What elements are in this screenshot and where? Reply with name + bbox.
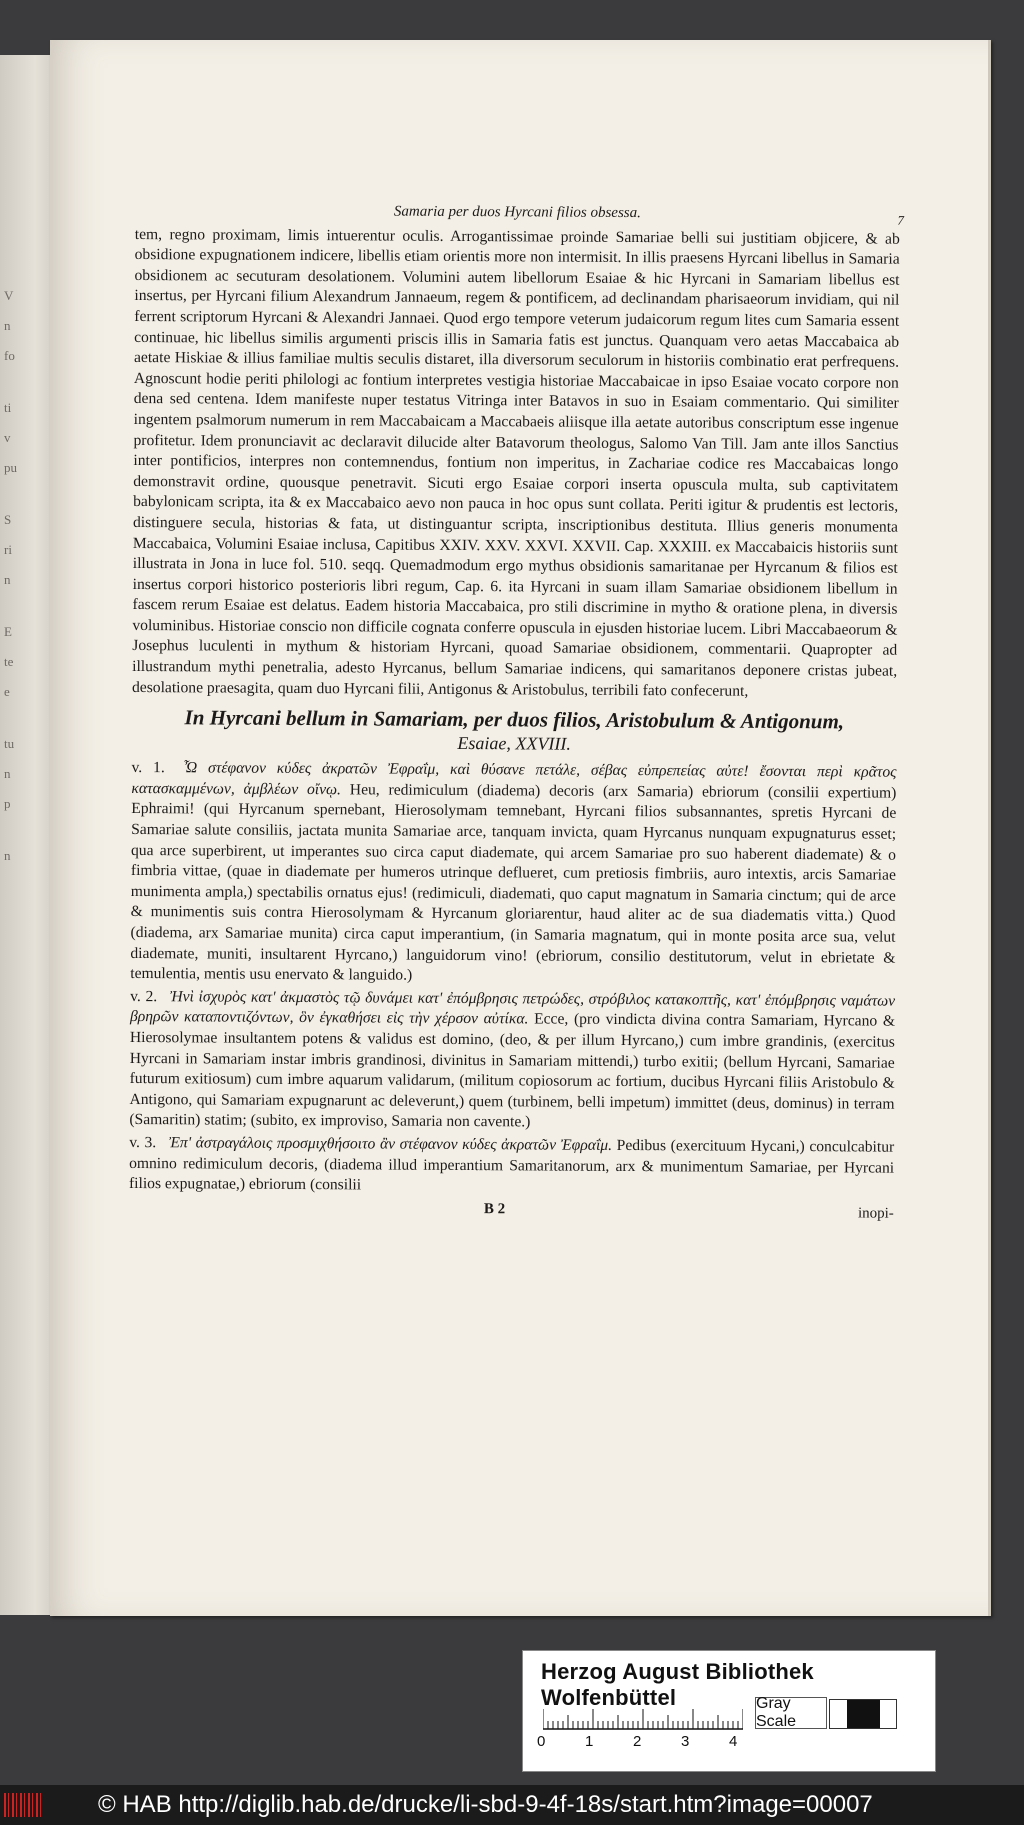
section-title: In Hyrcani bellum in Samariam, per duos filios, Aristobulum & Antigonum, (184, 705, 845, 734)
verse-greek: Ἠνὶ ἰσχυρὸς κατ' ἀκμαστὸς τῷ δυνάμει κατ' ἐπόμβρησις πετρώδες, στρόβιλος κατακοπτῆς, κατ' ἐπόμβρησις ναμάτων βρηρῶν καταποντιζόντων, ὃν ἐγκαθήσει εἰς τὴν χέρσον αὐτίκα. (129, 988, 896, 1028)
adjacent-page-mark: ti (4, 400, 12, 415)
verse-latin: Ecce, (pro vindicta divina contra Samariam, Hyrcano & Hierosolymae insultantem potens & validus est domino, (deo, & per illum Hyrcano,) cum imbre grandinis, (exercitus Hyrcani in Samariam instar imbris grandinosi, divinitus in Samariam mittendi,) turbo exitii; (bellum Hyrcani, Samariae futurum exitiosum) cum imbre aquarum validarum, (militum copiosorum ac fortium, ducibus Hyrcani filiis Aristobulo & Antigono, qui Samariam expugnarunt ac deleverunt,) quem (turbinem, belli impetum) immittet (deus, dominus) in terram (Samaritin) statim; (subito, ex improviso, Samaria non cavente.) (129, 1010, 896, 1131)
section-subtitle: Esaiae, XXVIII. (457, 733, 571, 754)
adjacent-page-mark: n (4, 848, 11, 863)
adjacent-page-mark: v (4, 430, 11, 445)
adjacent-page-edge (0, 55, 50, 1615)
gray-scale-label: Gray Scale (755, 1697, 827, 1729)
gray-patch (880, 1700, 897, 1728)
catchword: inopi- (857, 1205, 894, 1222)
page-text-block (128, 200, 904, 1223)
adjacent-page-mark: p (4, 796, 11, 811)
adjacent-page-mark: pu (4, 460, 17, 475)
running-head (135, 200, 904, 228)
printer-signature: B 2 (483, 1200, 506, 1217)
gray-patch (863, 1700, 880, 1728)
paragraph: tem, regno proximam, limis intuerentur oculis. Arrogantissimae proinde Samariae belli sui justitiam objicere, & ab obsidione expugnationem indicere, libellis etiam orientis more non intermisit. In illis praesens Hyrcani libellus in Samaria obsidionem ac secuturam desolationem. Volumini autem libellorum Esaiae & hic Hyrcani in Samariam libellus est insertus, per Hyrcani filium Alexandrum Jannaeum, regem & pontificem, ad declinandam pharisaeorum invidiam, qui nil ferrent scriptorum Hyrcani & Alexandri Jannaei. Quod ergo tempore veterum judaicorum regum lites cum Samaria essent continuae, hic libellus similis argumenti priscis illis in Samaria fatis est junctus. Quanquam vero aetas Maccabaica ab aetate Hiskiae & illius familiae multis seculis distaret, illa diversorum seculorum in historiis combinatio erat perfrequens. Agnoscunt hodie periti philologi ac fontium interpretes vestigia historiae Maccabaicae in ipso Esaiae vocato corpore non dena sed centena. Idem manifeste nuper testatus Vitringa inter Batavos in suo in Esaiam commentario. Qui similiter ingentem psalmorum numerum in rem Maccabaicam a Maccabaeis aliisque illa aetate autoribus conscriptum esse ingenue profitetur. Idem pronunciavit ac declaravit dilucide alter Batavorum theologus, Salomo Van Till. Jam ante illos Sanctius inter pontificios, interpres non contemnendus, fontium non imperitus, in Zachariae codice res Maccabaicas longo demonstravit ordine, quousque penetravit. Sicuti ergo Esaiae corpori inserta opuscula multa, sub captivitatem babylonicam scripta, ita & ex Maccabaico aevo non pauca in hoc opus sunt collata. Periti igitur & prudentis est lectoris, distinguere secula, historias & fata, ut distinguantur scripta, inscriptionibus destituta. Illius generis monumenta Maccabaica, Volumini Esaiae inclusa, Capitibus XXIV. XXV. XXVI. XXVII. Cap. XXXIII. ex Maccabaicis historiis sunt illustrata in Jona in luce fol. 510. seqq. Quemadmodum ergo mythus obsidionis samaritanae per Hyrcanum & filios est insertus corpori historico posterioris libri regum, Cap. 6. ita Hyrcani in suam illam Samariae obsidionem libellum in fascem rerum Esaiae est delatus. Eadem historia Maccabaica, pro stili discrimine in mytho & oratione plena, in diversis voluminibus. Historiae conscio non difficile cognata conferre opuscula in ejusden historiae lucem. Libri Maccabaeorum & Josephus luculenti in mythum & historiam Hyrcani, quoad Samariae obsidionem, commentarii. Quapropter ad illustrandum mythi penetralia, adesto Hyrcanus, bellum Samariae indicens, qui samaritanos deponere cristas jubeat, desolatione praesagita, quam duo Hyrcani filii, Antigonus & Aristobulus, terribili fato confecerunt, (131, 225, 900, 700)
gray-patch (830, 1700, 847, 1728)
footer-permalink[interactable]: © HAB http://diglib.hab.de/drucke/li-sbd-9-4f-18s/start.htm?image=00007 (98, 1791, 873, 1818)
verse (129, 1133, 894, 1199)
book-page (50, 40, 991, 1616)
page-number-top: 7 (897, 212, 904, 228)
verse-number: v. 2. (130, 987, 158, 1005)
ruler-number: 4 (729, 1733, 738, 1750)
adjacent-page-mark: V (4, 288, 14, 303)
ruler-numbers (537, 1733, 737, 1755)
adjacent-page-mark: e (4, 684, 10, 699)
verse (130, 758, 896, 989)
adjacent-page-mark: E (4, 624, 12, 639)
adjacent-page-mark: n (4, 766, 11, 781)
footer-bar (0, 1785, 1024, 1825)
ruler-number: 2 (633, 1733, 642, 1750)
verse-latin: Pedibus (exercituum Hycani,) conculcabitur omnino redimiculum decoris, (diadema illud imperantium Samaritanorum, arx & munimentum Samariae, per Hyrcani filios expugnatae,) ebriorum (consilii (128, 1136, 895, 1194)
adjacent-page-mark: fo (4, 348, 15, 363)
adjacent-page-mark: n (4, 318, 11, 333)
adjacent-page-mark: n (4, 572, 11, 587)
adjacent-page-mark: S (4, 512, 12, 527)
adjacent-page-mark: te (4, 654, 14, 669)
adjacent-page-mark: ri (4, 542, 12, 557)
verse-latin: Heu, redimiculum (diadema) decoris (arx Samaria) ebriorum (consilii expertium) Ephraimi! (qui Hyrcanum spernebant, Hierosolymam temnebant, Hyrcani filios subsannantes, spretis Hyrcani de Samariae salute consiliis, jactata munita Samariae arce, tanquam invicta, quam Hyrcanus nunquam expugnaturus esset; qua arce superbirent, ut imperantes suo circa caput diademate, qui arcem Samariae pro suo haberent diademate) & o fimbria vittae, (quae in diademate per humeros utrinque deflueret, cum pretiosis fimbriis, auro intextis, arcis Samariae munimenta ampla,) spectabilis ornatus ejus! (redimiculi, diademati, quo caput magnatum in Samaria cinctum; qui de arce & munimentis suis contra Hierosolymam & Hyrcanum gloriarentur, haud aliter ac de sua diadematis vitta.) Quod (diadema, arx Samariae munita) circa caput imperantium, (in Samaria magnatum, qui in monte posita arce sua, velut diademate, muniti, insultarent Hyrcano,) languidorum vino! (ebriorum, consilio destitutorum, velut in ebrietate & temulentia, mentis usu enervato & languido.) (130, 781, 897, 984)
ruler-scale (543, 1695, 743, 1731)
verse-number: v. 3. (129, 1133, 157, 1152)
adjacent-page-marks (4, 255, 44, 867)
verse (129, 987, 895, 1136)
verse-greek: Ὦ στέφανον κύδες ἀκρατῶν Ἐφραΐμ, καὶ θύσανε πετάλε, σέβας εὐπρεπείας αὐτε! ἔσονται περὶ κρᾶτος κατασκαμμένων, ἀμβλέων οἴνῳ. (131, 759, 897, 799)
ruler-number: 3 (681, 1733, 690, 1750)
page-footer-line (129, 1197, 894, 1224)
library-color-target (522, 1650, 936, 1772)
verse-number: v. 1. (131, 759, 165, 777)
gray-scale-patches (829, 1699, 897, 1729)
library-name: Herzog August Bibliothek Wolfenbüttel (541, 1659, 814, 1710)
hab-logo-icon (4, 1793, 44, 1817)
ruler-number: 0 (537, 1733, 546, 1750)
verse-greek: Ἐπ' ἀστραγάλοις προσμιχθήσοιτο ἂν στέφανον κύδες ἀκρατῶν Ἐφραΐμ. (168, 1134, 613, 1154)
gray-patch (847, 1700, 864, 1728)
adjacent-page-mark: tu (4, 736, 15, 751)
ruler-number: 1 (585, 1733, 594, 1750)
running-head-text: Samaria per duos Hyrcani filios obsessa. (393, 203, 641, 222)
